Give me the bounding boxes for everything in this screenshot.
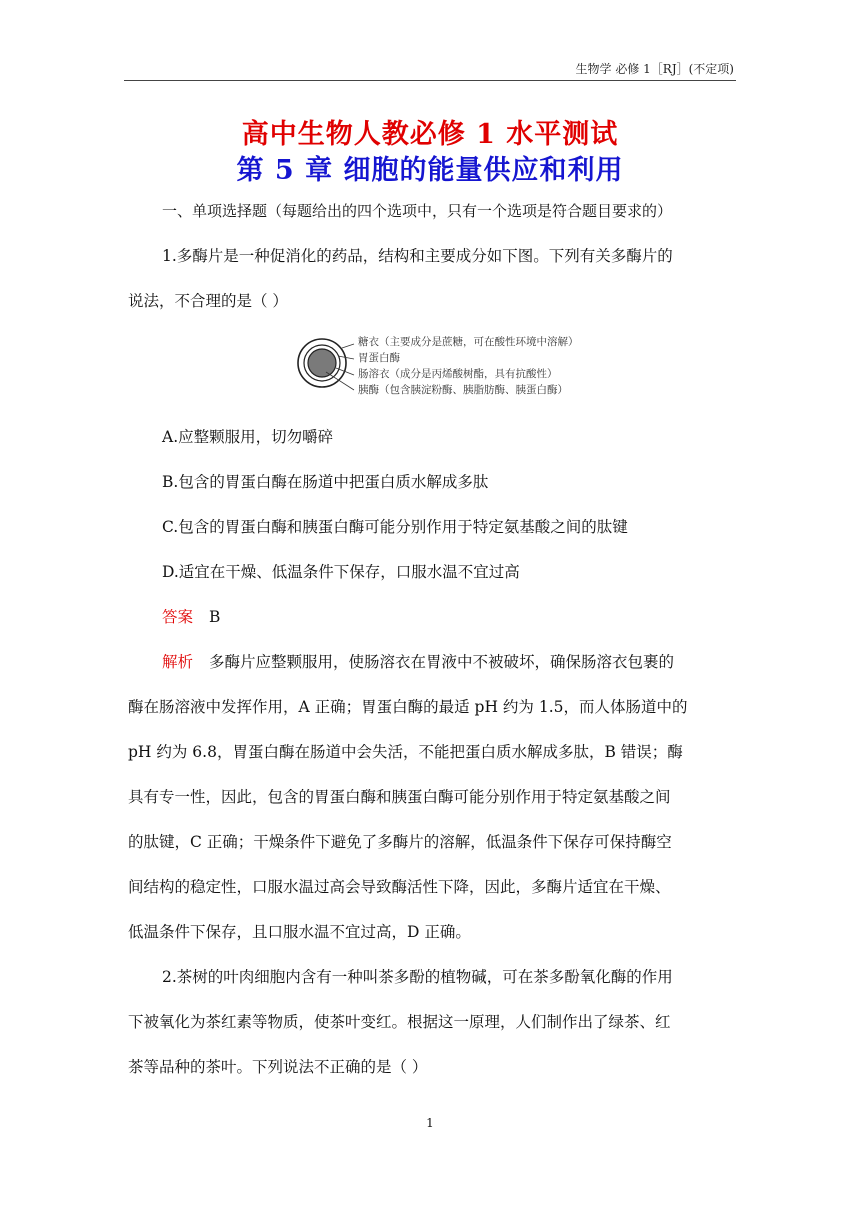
analysis-label: 解析: [162, 653, 194, 671]
q1-stem-line-1: 1.多酶片是一种促消化的药品，结构和主要成分如下图。下列有关多酶片的: [162, 247, 673, 265]
q1-analysis-line-2: 酶在肠溶液中发挥作用，A 正确；胃蛋白酶的最适 pH 约为 1.5，而人体肠道中的: [128, 698, 688, 716]
q2-stem-line-1: 2.茶树的叶肉细胞内含有一种叫茶多酚的植物碱，可在茶多酚氧化酶的作用: [162, 968, 673, 986]
q1-analysis-line-5: 的肽键，C 正确；干燥条件下避免了多酶片的溶解，低温条件下保存可保持酶空: [128, 833, 672, 851]
figure-label-sugar-coat: 糖衣（主要成分是蔗糖，可在酸性环境中溶解）: [358, 336, 579, 348]
figure-label-pepsin: 胃蛋白酶: [358, 352, 400, 364]
header-text: 生物学 必修 1［RJ］(不定项): [575, 62, 734, 76]
page-title: 高中生物人教必修 1 水平测试: [241, 119, 619, 150]
q1-analysis-line-6: 间结构的稳定性，口服水温过高会导致酶活性下降，因此，多酶片适宜在干燥、: [128, 878, 671, 896]
analysis-text: 多酶片应整颗服用，使肠溶衣在胃液中不被破坏，确保肠溶衣包裹的: [209, 653, 675, 671]
q1-option-c: C.包含的胃蛋白酶和胰蛋白酶可能分别作用于特定氨基酸之间的肽键: [162, 518, 628, 536]
running-header: [124, 60, 736, 81]
figure-label-enteric-coat: 肠溶衣（成分是丙烯酸树酯，具有抗酸性）: [358, 368, 558, 380]
q1-analysis-line-1: [162, 650, 674, 672]
q1-analysis-line-4: 具有专一性，因此，包含的胃蛋白酶和胰蛋白酶可能分别作用于特定氨基酸之间: [128, 788, 671, 806]
q1-answer: [162, 605, 220, 627]
q1-option-b: B.包含的胃蛋白酶在肠道中把蛋白质水解成多肽: [162, 473, 489, 491]
answer-label: 答案: [162, 608, 194, 626]
q1-option-a: A.应整颗服用，切勿嚼碎: [162, 428, 334, 446]
q1-analysis-line-3: pH 约为 6.8，胃蛋白酶在肠道中会失活，不能把蛋白质水解成多肽，B 错误；酶: [128, 743, 683, 761]
answer-value: B: [209, 608, 221, 626]
enteric-coat-core: [308, 349, 336, 377]
q1-analysis-line-7: 低温条件下保存，且口服水温不宜过高，D 正确。: [128, 923, 471, 941]
leader-line: [342, 344, 354, 348]
q1-stem-line-2: 说法，不合理的是（ ）: [128, 292, 288, 310]
figure-label-pancreatin: 胰酶（包含胰淀粉酶、胰脂肪酶、胰蛋白酶）: [358, 384, 568, 396]
chapter-title: 第 5 章 细胞的能量供应和利用: [236, 155, 624, 186]
page-number: 1: [426, 1116, 434, 1130]
tablet-structure-figure: [296, 330, 626, 396]
q1-option-d: D.适宜在干燥、低温条件下保存，口服水温不宜过高: [162, 563, 520, 581]
q2-stem-line-3: 茶等品种的茶叶。下列说法不正确的是（ ）: [128, 1058, 428, 1076]
tablet-diagram: [296, 334, 356, 394]
q2-stem-line-2: 下被氧化为茶红素等物质，使茶叶变红。根据这一原理，人们制作出了绿茶、红: [128, 1013, 671, 1031]
section-heading: 一、单项选择题（每题给出的四个选项中，只有一个选项是符合题目要求的）: [162, 202, 673, 220]
